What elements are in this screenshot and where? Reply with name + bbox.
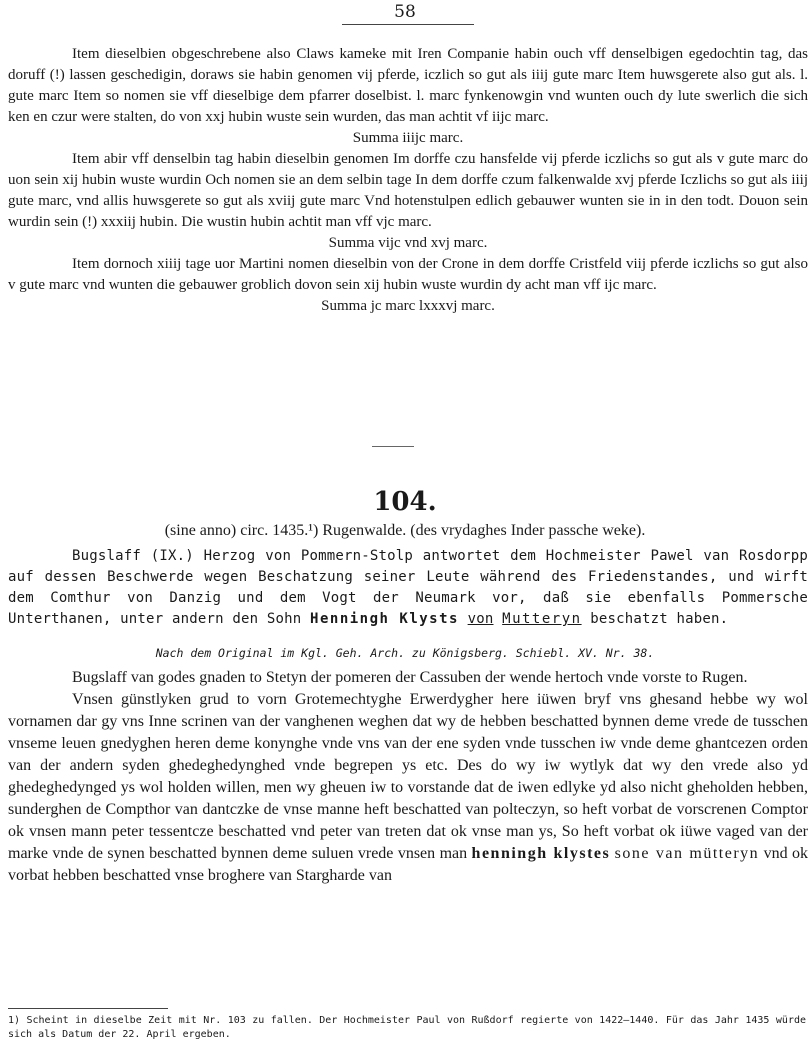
summa-2: Summa vijc vnd xvj marc. [328, 235, 488, 251]
name-henningh: henningh klystes [471, 845, 611, 862]
footnote: 1) Scheint in dieselbe Zeit mit Nr. 103 zu fallen. Der Hochmeister Paul von Rußdorf regierte von 1422—1440. Für das Jahr 1435 würde sich als Datum der 22. April ergeben. [8, 1015, 806, 1040]
date-line: (sine anno) circ. 1435.¹) Rugenwalde. (des vrydaghes Inder passche weke). [164, 522, 646, 539]
regest-text: Bugslaff (IX.) Herzog von Pommern-Stolp antwortet dem Hochmeister Pawel van Rosdorpp auf dessen Beschwerde wegen Beschatzung seiner Leute während des Friedenstandes, und wirft dem Comthur von Danzig und dem Vogt der Neumark vor, daß sie ebenfalls Pommersche Unterthanen, unter andern den Sohn [8, 548, 808, 627]
letter-text: Vnsen günstlyken grud to vorn Grotemechtyghe Erwerdygher here iüwen bryf vns ghesand hebbe wy wol vornamen dar gy vns Inne scrinen van der vanghenen weghen dat wy de hebben beschatted bynnen deme vrede de tusschen vnseme leuen gnedyghen heren deme konynghe vnde vns van der ene syden vnde tusschen iw vnde deme ghantcezen orden van der andern syden ghedeghedynghed vnde begrepen ys etc. Des do wy iw wytlyk dat wy den vrede also yd ghedeghedynged ys wol holden willen, men wy gheuen iw to vorstande dat de iwen edlyke yd also nicht gheholden hebben, sunderghen de Compthor van dantczke de vnse manne heft beschatted van polteczyn, so heft vorbat de vorscrenen Comptor ok vnsen mann peter tessentcze beschatted vnd peter van treten dat ok vnse man ys, So heft vorbat ok iüwe vaged van der marke vnde de synen beschatted bynnen deme suluen vrede vnsen man [8, 691, 808, 862]
document-number: 104. [373, 487, 437, 517]
header-rule [342, 24, 474, 25]
regest-name: Henningh Klysts [310, 611, 459, 627]
name-sone: sone van mütteryn [614, 845, 760, 862]
paragraph-1: Item dieselbien obgeschrebene also Claws kameke mit Iren Companie habin ouch vff denselbigen egedochtin tag, das doruff (!) lassen geschedigin, doraws sie habin genomen vij pferde, iczlich so gut als iiij gute marc Item huwsgerete also gut als. l. gute marc Item so nomen sie vff dieselbige dem pfarrer doselbist. l. marc fynkenowgin vnd wunten ouch dy lute swerlich die sich ken en czur were stalten, do von xxj hubin wuste sein wurden, das man achtit vf iijc marc. [8, 46, 808, 125]
letter-body [8, 667, 808, 887]
paragraph-3: Item dornoch xiiij tage uor Martini nomen dieselbin von der Crone in dem dorffe Cristfeld viij pferde iczlichs so gut also v gute marc vnd wunten die gebauwer groblich dovon sein xij hubin wuste wurdin dy acht man vff ijc marc. [8, 256, 808, 293]
salutation: Bugslaff van godes gnaden to Stetyn der pomeren der Cassuben der wende hertoch vnde vorste to Rugen. [72, 669, 748, 686]
top-text-block [8, 44, 808, 317]
letter-end: vnd ok vorbat hebben beschatted vnse broghere van Stargharde van [8, 845, 809, 884]
source-note: Nach dem Original im Kgl. Geh. Arch. zu Königsberg. Schiebl. XV. Nr. 38. [155, 646, 655, 660]
summa-1: Summa iiijc marc. [352, 130, 464, 146]
regest-end: beschatzt haben. [590, 611, 729, 627]
regest-place: Mutteryn [502, 611, 582, 627]
section-divider [372, 446, 414, 447]
regest [8, 546, 808, 630]
regest-von: von [467, 611, 494, 627]
paragraph-2: Item abir vff denselbin tag habin dieselbin genomen Im dorffe czu hansfelde vij pferde iczlichs so gut als v gute marc do uon sein xij hubin wuste wurdin Och nomen sie an dem selbin tage In dem dorffe czum falkenwalde xvj pferde Iczlichs so gut als iiij gute marc, vnd allis huwsgerete so gut als xviij gute marc Vnd hotenstulpen edlich gebauwer wunten sie in in den todt. Douon sein wurdin sein (!) xxxiij hubin. Die wustin hubin achtit man vff vjc marc. [8, 151, 808, 230]
page-number: 58 [394, 2, 416, 22]
footnote-rule [8, 1008, 168, 1009]
summa-3: Summa jc marc lxxxvj marc. [321, 298, 495, 314]
